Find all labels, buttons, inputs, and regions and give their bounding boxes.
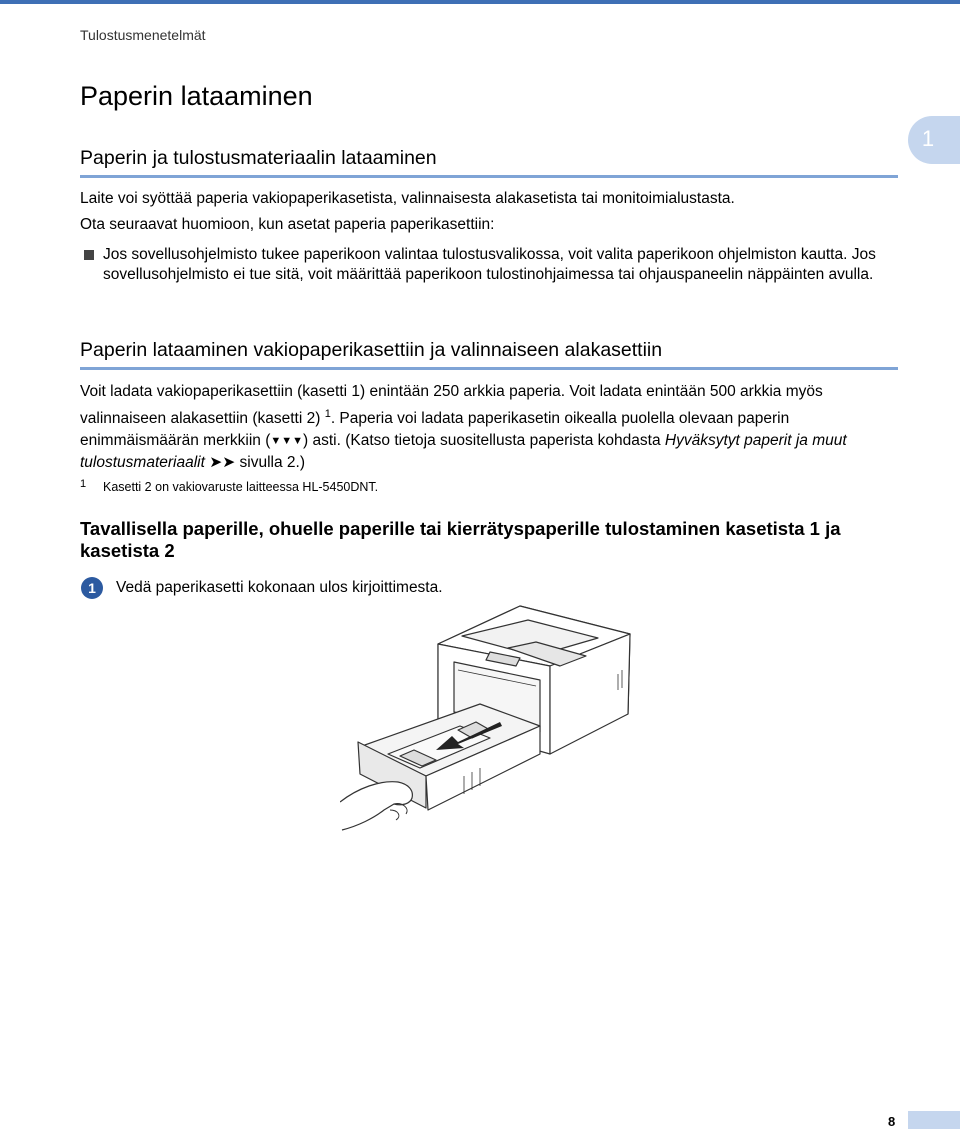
section2-heading: Paperin lataaminen vakiopaperikasettiin ja valinnaiseen alakasettiin bbox=[80, 339, 663, 361]
chapter-tab bbox=[908, 116, 960, 164]
bullet-item: Jos sovellusohjelmisto tukee paperikoon valintaa tulostusvalikossa, voit valita paperikoon ohjelmiston kautta. Jos sovellusohjelmisto ei tue sitä, voit määrittää paperikoon tulostinohjaimessa tai ohjauspaneelin näppäinten avulla. bbox=[103, 246, 876, 283]
section2-rule bbox=[80, 367, 898, 370]
footnote-mark: 1 bbox=[80, 478, 87, 490]
top-accent-line bbox=[0, 0, 960, 4]
section1-paragraph: Laite voi syöttää paperia vakiopaperikasetista, valinnaisesta alakasetista tai monitoimialustasta. bbox=[80, 190, 735, 207]
section1-intro: Ota seuraavat huomioon, kun asetat paperia paperikasettiin: bbox=[80, 216, 495, 233]
page-number: 8 bbox=[888, 1114, 896, 1129]
chapter-number: 1 bbox=[921, 126, 935, 151]
page-number-tab bbox=[908, 1111, 960, 1129]
cross-reference-link[interactable]: Hyväksytyt paperit ja muut tulostusmateriaalit bbox=[80, 432, 847, 472]
step-number-badge: 1 bbox=[81, 577, 103, 599]
footnote-ref[interactable]: 1 bbox=[324, 408, 331, 420]
section2-text-b: . Paperia voi ladata paperikasetin oikealla puolella olevaan paperin enimmäismäärän merkkiin ( bbox=[80, 410, 790, 450]
section2-text-c: ) asti. (Katso tietoja suositellusta paperista kohdasta bbox=[303, 432, 665, 450]
section2-text-d: sivulla 2.) bbox=[235, 454, 305, 472]
section2-paragraph bbox=[80, 381, 910, 474]
section1-heading: Paperin ja tulostusmateriaalin lataaminen bbox=[80, 147, 437, 169]
subsection-heading: Tavallisella paperille, ohuelle paperille tai kierrätyspaperille tulostaminen kasetista 1 ja kasetista 2 bbox=[80, 518, 841, 561]
running-header: Tulostusmenetelmät bbox=[80, 27, 206, 43]
page-title: Paperin lataaminen bbox=[80, 81, 313, 111]
max-mark-triangles: ▼▼▼ bbox=[270, 435, 304, 448]
printer-tray-illustration bbox=[340, 604, 640, 838]
footnote-text: Kasetti 2 on vakiovaruste laitteessa HL-5450DNT. bbox=[103, 480, 379, 494]
step-text: Vedä paperikasetti kokonaan ulos kirjoittimesta. bbox=[116, 579, 443, 596]
section2-text-a: Voit ladata vakiopaperikasettiin (kasetti 1) enintään 250 arkkia paperia. Voit ladata enintään 500 arkkia myös valinnaiseen alakasettiin (kasetti 2) bbox=[80, 383, 823, 428]
section1-rule bbox=[80, 175, 898, 178]
bullet-square-icon bbox=[84, 250, 94, 260]
arrow-icon: ➤➤ bbox=[209, 454, 236, 472]
